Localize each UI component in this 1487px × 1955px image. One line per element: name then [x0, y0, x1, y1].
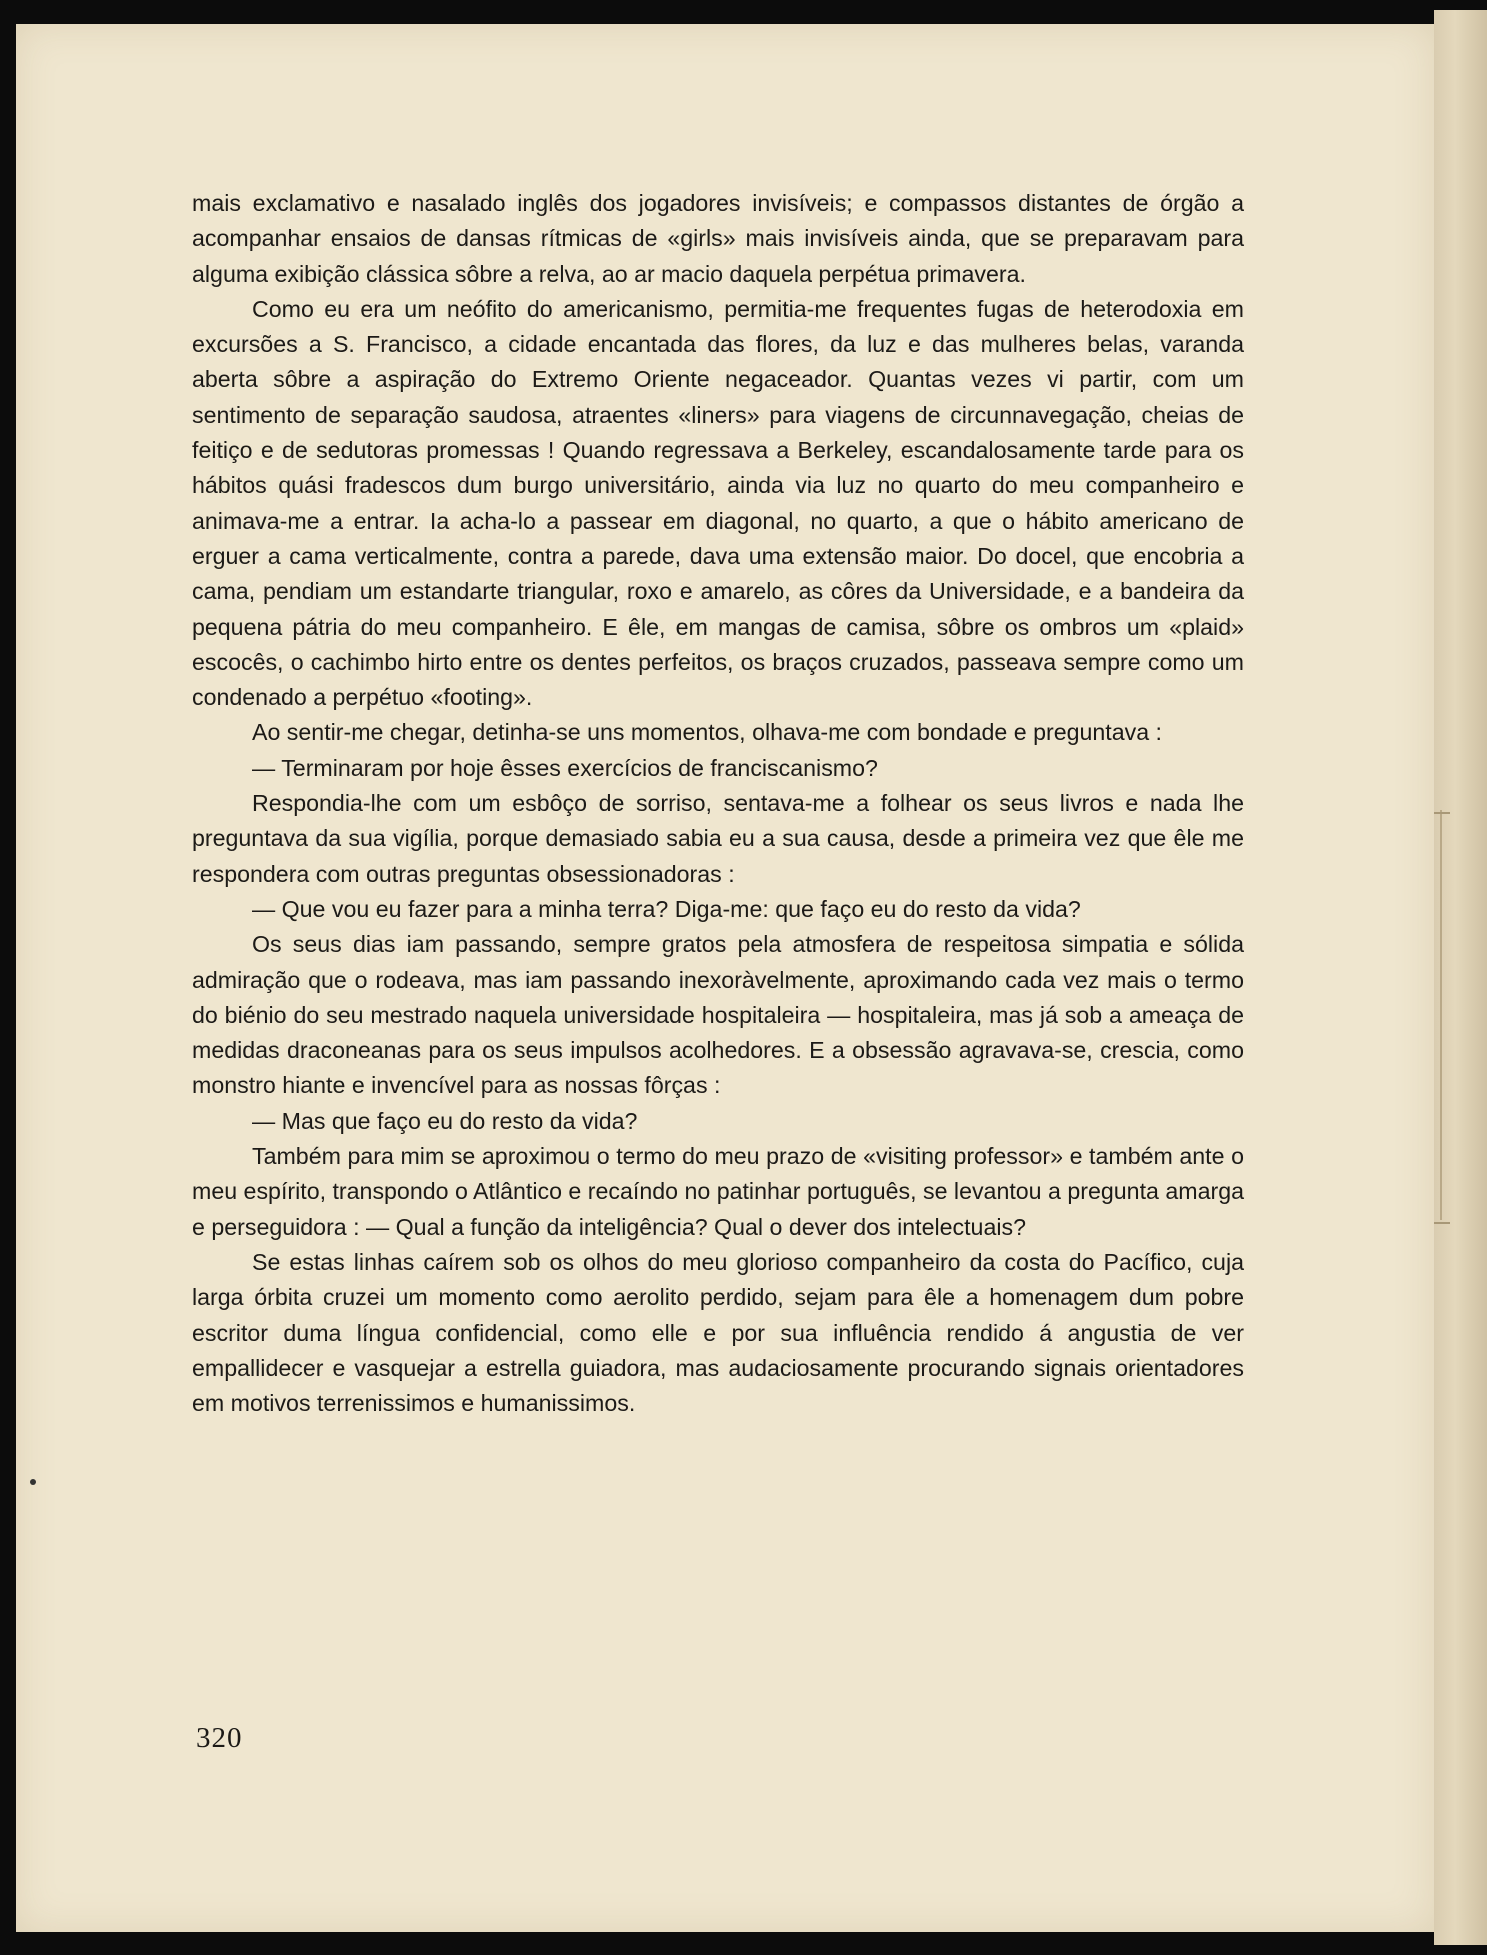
- paragraph: Também para mim se aproximou o termo do meu prazo de «visiting professor» e também ante o meu espírito, transpondo o Atlântico e recaíndo no patinhar português, se levantou a pregunta amarga e perseguidora : — Qual a função da inteligência? Qual o dever dos intelectuais?: [192, 1143, 1244, 1240]
- dialogue-line: — Mas que faço eu do resto da vida?: [252, 1107, 638, 1134]
- dialogue-line: — Que vou eu fazer para a minha terra? Diga-me: que faço eu do resto da vida?: [252, 895, 1081, 922]
- page-text: [192, 186, 1244, 1421]
- paragraph: Respondia-lhe com um esbôço de sorriso, sentava-me a folhear os seus livros e nada lhe preguntava da sua vigília, porque demasiado sabia eu a sua causa, desde a primeira vez que êle me respondera com outras preguntas obsessionadoras :: [192, 790, 1244, 887]
- paragraph: Os seus dias iam passando, sempre gratos pela atmosfera de respeitosa simpatia e sólida admiração que o rodeava, mas iam passando inexoràvelmente, aproximando cada vez mais o termo do biénio do seu mestrado naquela universidade hospitaleira — hospitaleira, mas já sob a ameaça de medidas draconeanas para os seus impulsos acolhedores. E a obsessão agravava-se, crescia, como monstro hiante e invencível para as nossas fôrças :: [192, 931, 1244, 1099]
- paragraph: Ao sentir-me chegar, detinha-se uns momentos, olhava-me com bondade e preguntava :: [252, 719, 1162, 746]
- dialogue-line: — Terminaram por hoje êsses exercícios de franciscanismo?: [252, 754, 878, 781]
- paragraph: mais exclamativo e nasalado inglês dos jogadores invisíveis; e compassos distantes de órgão a acompanhar ensaios de dansas rítmicas de «girls» mais invisíveis ainda, que se preparavam para alguma exibição clássica sôbre a relva, ao ar macio daquela perpétua primavera.: [192, 190, 1244, 287]
- binding-mark: [1440, 810, 1442, 1220]
- page-number: 320: [196, 1722, 243, 1754]
- paragraph: Se estas linhas caírem sob os olhos do meu glorioso companheiro da costa do Pacífico, cuja larga órbita cruzei um momento como aerolito perdido, sejam para êle a homenagem dum pobre escritor duma língua confidencial, como elle e por sua influência rendido á angustia de ver empallidecer e vasquejar a estrella guiadora, mas audaciosamente procurando signais orientadores em motivos terrenissimos e humanissimos.: [192, 1248, 1244, 1417]
- paragraph: Como eu era um neófito do americanismo, permitia-me frequentes fugas de heterodoxia em excursões a S. Francisco, a cidade encantada das flores, da luz e das mulheres belas, varanda aberta sôbre a aspiração do Extremo Oriente negaceador. Quantas vezes vi partir, com um sentimento de separação saudosa, atraentes «liners» para viagens de circunnavegação, cheias de feitiço e de sedutoras promessas ! Quando regressava a Berkeley, escandalosamente tarde para os hábitos quási fradescos dum burgo universitário, ainda via luz no quarto do meu companheiro e animava-me a entrar. Ia acha-lo a passear em diagonal, no quarto, a que o hábito americano de erguer a cama verticalmente, contra a parede, dava uma extensão maior. Do docel, que encobria a cama, pendiam um estandarte triangular, roxo e amarelo, as côres da Universidade, e a bandeira da pequena pátria do meu companheiro. E êle, em mangas de camisa, sôbre os ombros um «plaid» escocês, o cachimbo hirto entre os dentes perfeitos, os braços cruzados, passeava sempre como um condenado a perpétuo «footing».: [192, 295, 1244, 711]
- margin-dot: [30, 1479, 36, 1485]
